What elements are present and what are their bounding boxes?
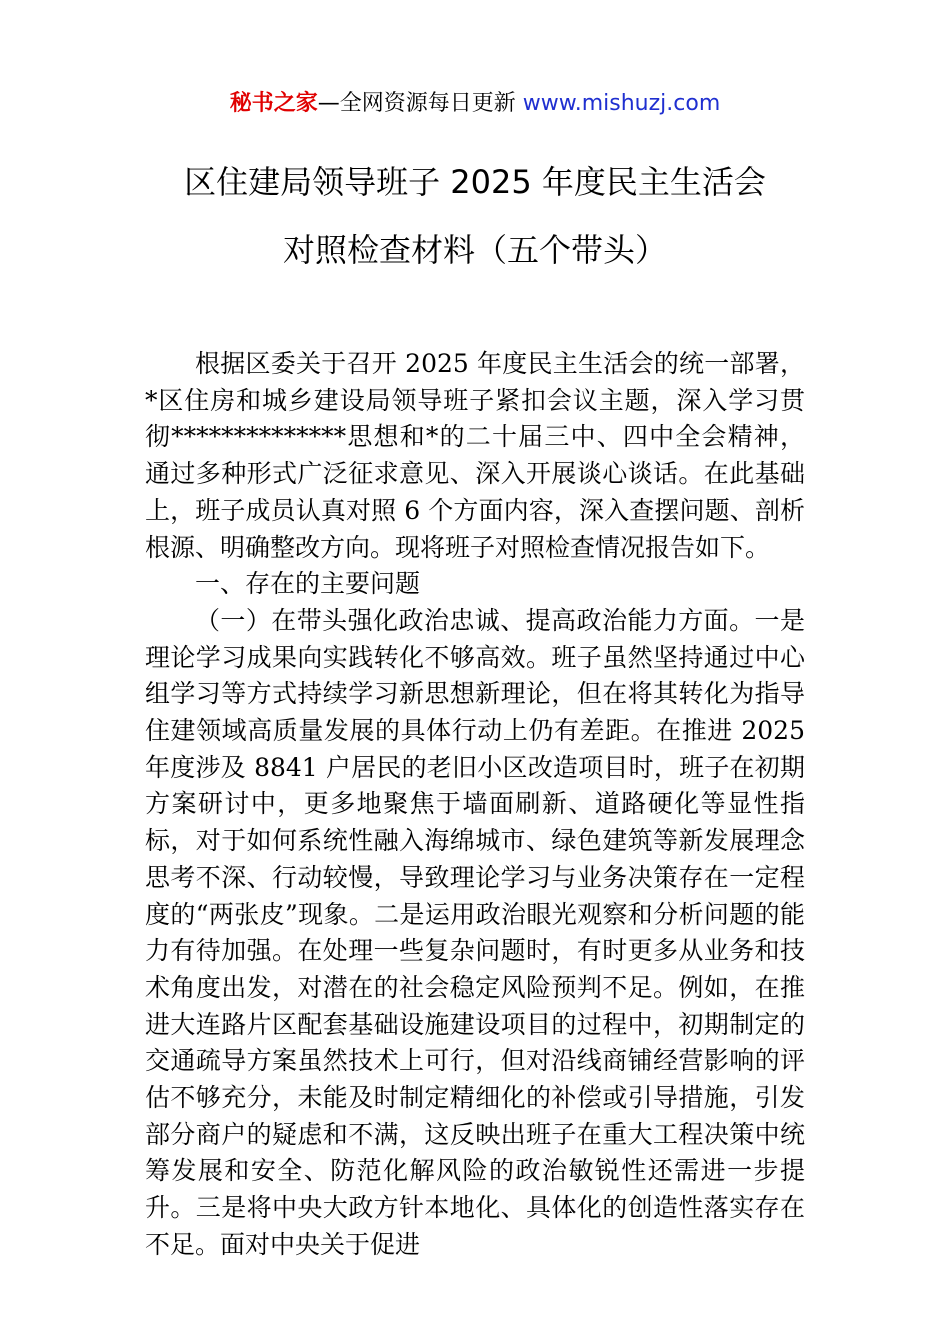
site-header [0,88,950,120]
site-url-link[interactable]: www.mishuzj.com [522,91,721,116]
document-title-line-2: 对照检查材料（五个带头） [282,231,667,269]
site-brand: 秘书之家 [229,91,318,116]
intro-paragraph: 根据区委关于召开 2025 年度民主生活会的统一部署，*区住房和城乡建设局领导班子紧扣会议主题，深入学习贯彻**************思想和*的二十届三中、四中全会精神，通过多种形式广泛征求意见、深入开展谈心谈话。在此基础上，班子成员认真对照 6 个方面内容，深入查摆问题、剖析根源、明确整改方向。现将班子对照检查情况报告如下。 [145,349,805,562]
site-tagline: —全网资源每日更新 [317,91,523,116]
document-body [145,346,805,1264]
body-paragraph: （一）在带头强化政治忠诚、提高政治能力方面。一是理论学习成果向实践转化不够高效。班子虽然坚持通过中心组学习等方式持续学习新思想新理论，但在将其转化为指导住建领域高质量发展的具体行动上仍有差距。在推进 2025 年度涉及 8841 户居民的老旧小区改造项目时，班子在初期方案研讨中，更多地聚焦于墙面刷新、道路硬化等显性指标，对于如何系统性融入海绵城市、绿色建筑等新发展理念思考不深、行动较慢，导致理论学习与业务决策存在一定程度的“两张皮”现象。二是运用政治眼光观察和分析问题的能力有待加强。在处理一些复杂问题时，有时更多从业务和技术角度出发，对潜在的社会稳定风险预判不足。例如，在推进大连路片区配套基础设施建设项目的过程中，初期制定的交通疏导方案虽然技术上可行，但对沿线商铺经营影响的评估不够充分，未能及时制定精细化的补偿或引导措施，引发部分商户的疑虑和不满，这反映出班子在重大工程决策中统筹发展和安全、防范化解风险的政治敏锐性还需进一步提升。三是将中央大政方针本地化、具体化的创造性落实存在不足。面对中央关于促进 [145,605,805,1259]
section-heading: 一、存在的主要问题 [195,569,421,599]
document-title-line-1: 区住建局领导班子 2025 年度民主生活会 [184,163,766,201]
